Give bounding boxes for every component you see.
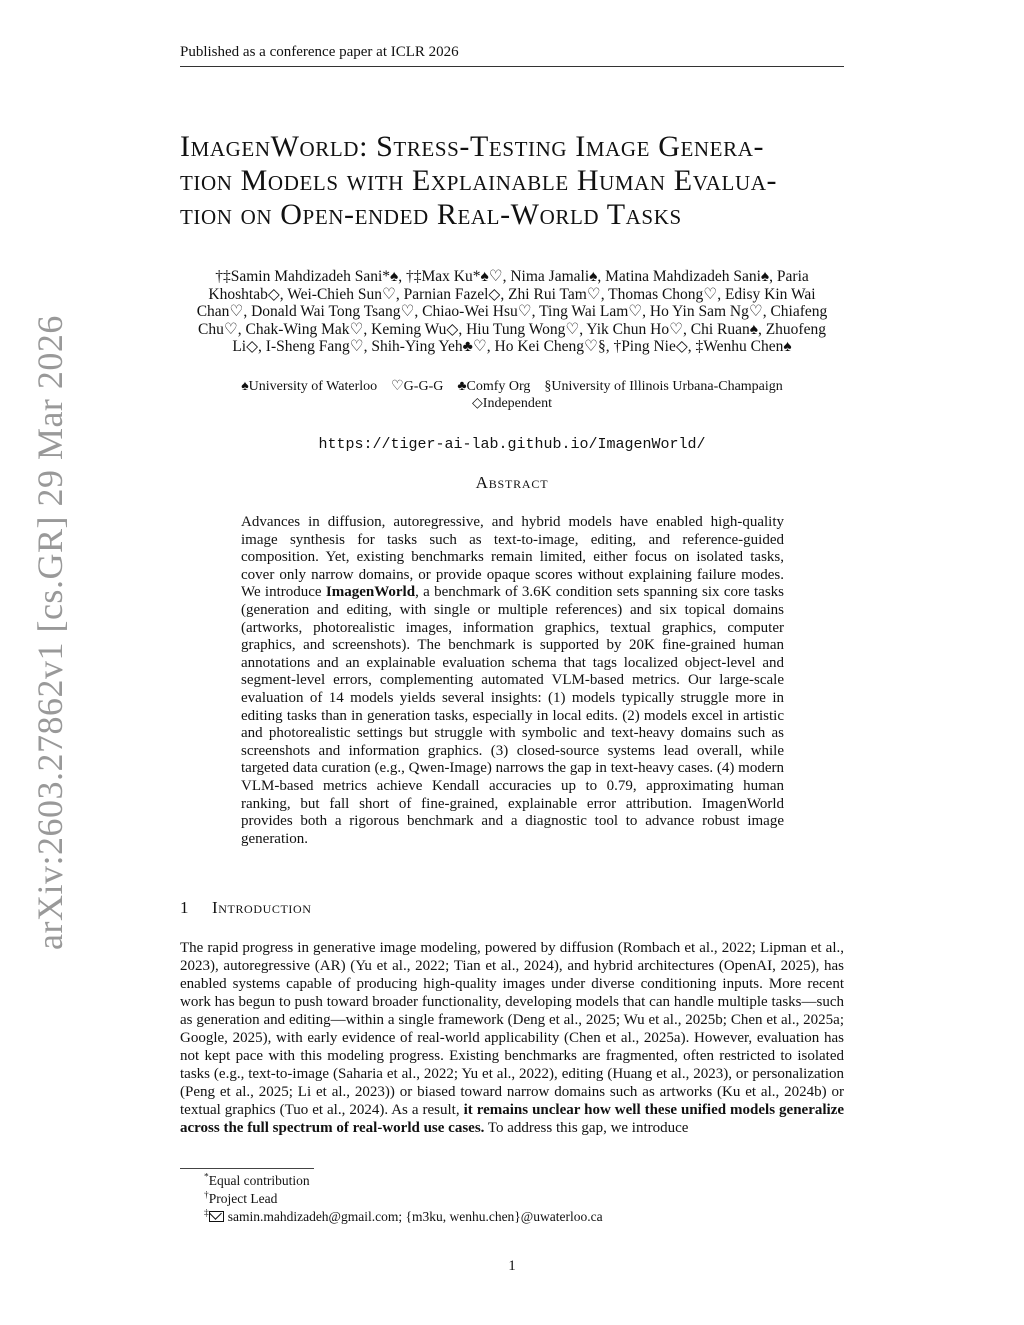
footnote-mark: ‡ <box>204 1208 209 1219</box>
footnote-text: samin.mahdizadeh@gmail.com; {m3ku, wenhu.chen}@uwaterloo.ca <box>227 1209 603 1224</box>
abstract-text: Advances in diffusion, autoregressive, and hybrid models have enabled high-quality image synthesis for tasks such as text-to-image, editing, and reference-guided composition. Yet, existing benchmarks remain limited, either focus on isolated tasks, cover only narrow domains, or provide opaque scores without explaining failure modes. We introduce <box>241 514 784 601</box>
title-line: tion Models with Explainable Human Evalua- <box>180 164 778 197</box>
footnote-text: Equal contribution <box>208 1173 310 1188</box>
footnote-mark: * <box>204 1172 209 1183</box>
author-line: Chu♡, Chak-Wing Mak♡, Keming Wu◇, Hiu Tung Wong♡, Yik Chun Ho♡, Chi Ruan♠, Zhuofeng <box>198 320 826 338</box>
abstract-text: , a benchmark of 3.6K condition sets spanning six core tasks (generation and editing, with single or multiple references) and six topical domains (artworks, photorealistic images, information graphics, textual graphics, computer graphics, and screenshots). The benchmark is supported by 20K fine-grained human annotations and an explainable evaluation schema that tags localized object-level and segment-level errors, complementing automated VLM-based metrics. Our large-scale evaluation of 14 models yields several insights: (1) models typically struggle more in editing tasks than in generation tasks, especially in local edits. (2) models excel in artistic and photorealistic settings but struggle with symbolic and text-heavy domains such as screenshots and information graphics. (3) closed-source systems lead overall, while targeted data curation (e.g., Qwen-Image) narrows the gap in text-heavy cases. (4) modern VLM-based metrics achieve Kendall accuracies up to 0.79, approximating human ranking, but fall short of fine-grained, explainable error attribution. ImagenWorld provides both a rigorous benchmark and a diagnostic tool to advance robust image generation. <box>241 584 784 847</box>
footnote-equal <box>204 1172 603 1190</box>
affiliation-line: ◇Independent <box>472 396 552 411</box>
affiliation-line: ♠University of Waterloo ♡G-G-G ♣Comfy Org §University of Illinois Urbana-Champaign <box>241 379 783 394</box>
page-number: 1 <box>508 1258 516 1274</box>
section-heading <box>180 898 312 918</box>
running-header: Published as a conference paper at ICLR 2026 <box>180 44 459 60</box>
project-url[interactable]: https://tiger-ai-lab.github.io/ImagenWorld/ <box>318 436 706 453</box>
author-line: Li◇, I-Sheng Fang♡, Shih-Ying Yeh♣♡, Ho Kei Cheng♡§, †Ping Nie◇, ‡Wenhu Chen♠ <box>232 338 792 356</box>
author-list <box>180 268 844 356</box>
author-line: Chan♡, Donald Wai Tong Tsang♡, Chiao-Wei Hsu♡, Ting Wai Lam♡, Ho Yin Sam Ng♡, Chiafeng <box>196 303 828 321</box>
abstract-body <box>241 514 784 848</box>
author-line: Khoshtab◇, Wei-Chieh Sun♡, Parnian Fazel◇, Zhi Rui Tam♡, Thomas Chong♡, Edisy Kin Wai <box>208 285 816 303</box>
paper-title <box>180 130 860 232</box>
author-line: †‡Samin Mahdizadeh Sani*♠, †‡Max Ku*♠♡, Nima Jamali♠, Matina Mahdizadeh Sani♠, Paria <box>215 268 809 285</box>
benchmark-name: ImagenWorld <box>325 584 416 601</box>
intro-text: To address this gap, we introduce <box>484 1120 689 1136</box>
footnote-text: Project Lead <box>208 1191 278 1206</box>
intro-emphasis: it remains unclear how well these unified models generalize across the full spectrum of real-world use cases. <box>180 1102 845 1136</box>
title-line: tion on Open-ended Real-World Tasks <box>180 198 682 231</box>
affiliations <box>180 378 844 412</box>
footnotes <box>204 1172 603 1226</box>
header-rule <box>180 66 844 67</box>
section-number: 1 <box>180 898 190 917</box>
footnote-lead <box>204 1190 603 1208</box>
arxiv-id-text: arXiv:2603.27862v1 [cs.GR] 29 Mar 2026 <box>30 315 70 950</box>
footnote-mark: † <box>204 1190 209 1201</box>
introduction-paragraph <box>180 939 844 1137</box>
abstract-heading: Abstract <box>475 473 549 492</box>
intro-text: The rapid progress in generative image modeling, powered by diffusion (Rombach et al., 2022; Lipman et al., 2023), autoregressive (AR) (Yu et al., 2022; Tian et al., 2024), and hybrid architectures (OpenAI, 2025), has enabled systems capable of producing high-quality images under diverse conditioning inputs. More recent work has begun to push toward broader functionality, developing models that can handle multiple tasks—such as generation and editing—within a single framework (Deng et al., 2025; Wu et al., 2025b; Chen et al., 2025a; Google, 2025), with early evidence of real-world applicability (Chen et al., 2025a). However, evaluation has not kept pace with this modeling progress. Existing benchmarks are fragmented, often restricted to isolated tasks (e.g., text-to-image (Saharia et al., 2022; Yu et al., 2022), editing (Huang et al., 2023), or personalization (Peng et al., 2025; Li et al., 2023)) or biased toward narrow domains such as artworks (Ku et al., 2024b) or textual graphics (Tuo et al., 2024). As a result, <box>180 940 844 1118</box>
footnote-email <box>204 1208 603 1226</box>
footnote-rule <box>180 1168 314 1169</box>
section-title: Introduction <box>212 898 312 917</box>
title-line: ImagenWorld: Stress-Testing Image Genera- <box>180 130 765 163</box>
envelope-icon <box>209 1211 224 1222</box>
